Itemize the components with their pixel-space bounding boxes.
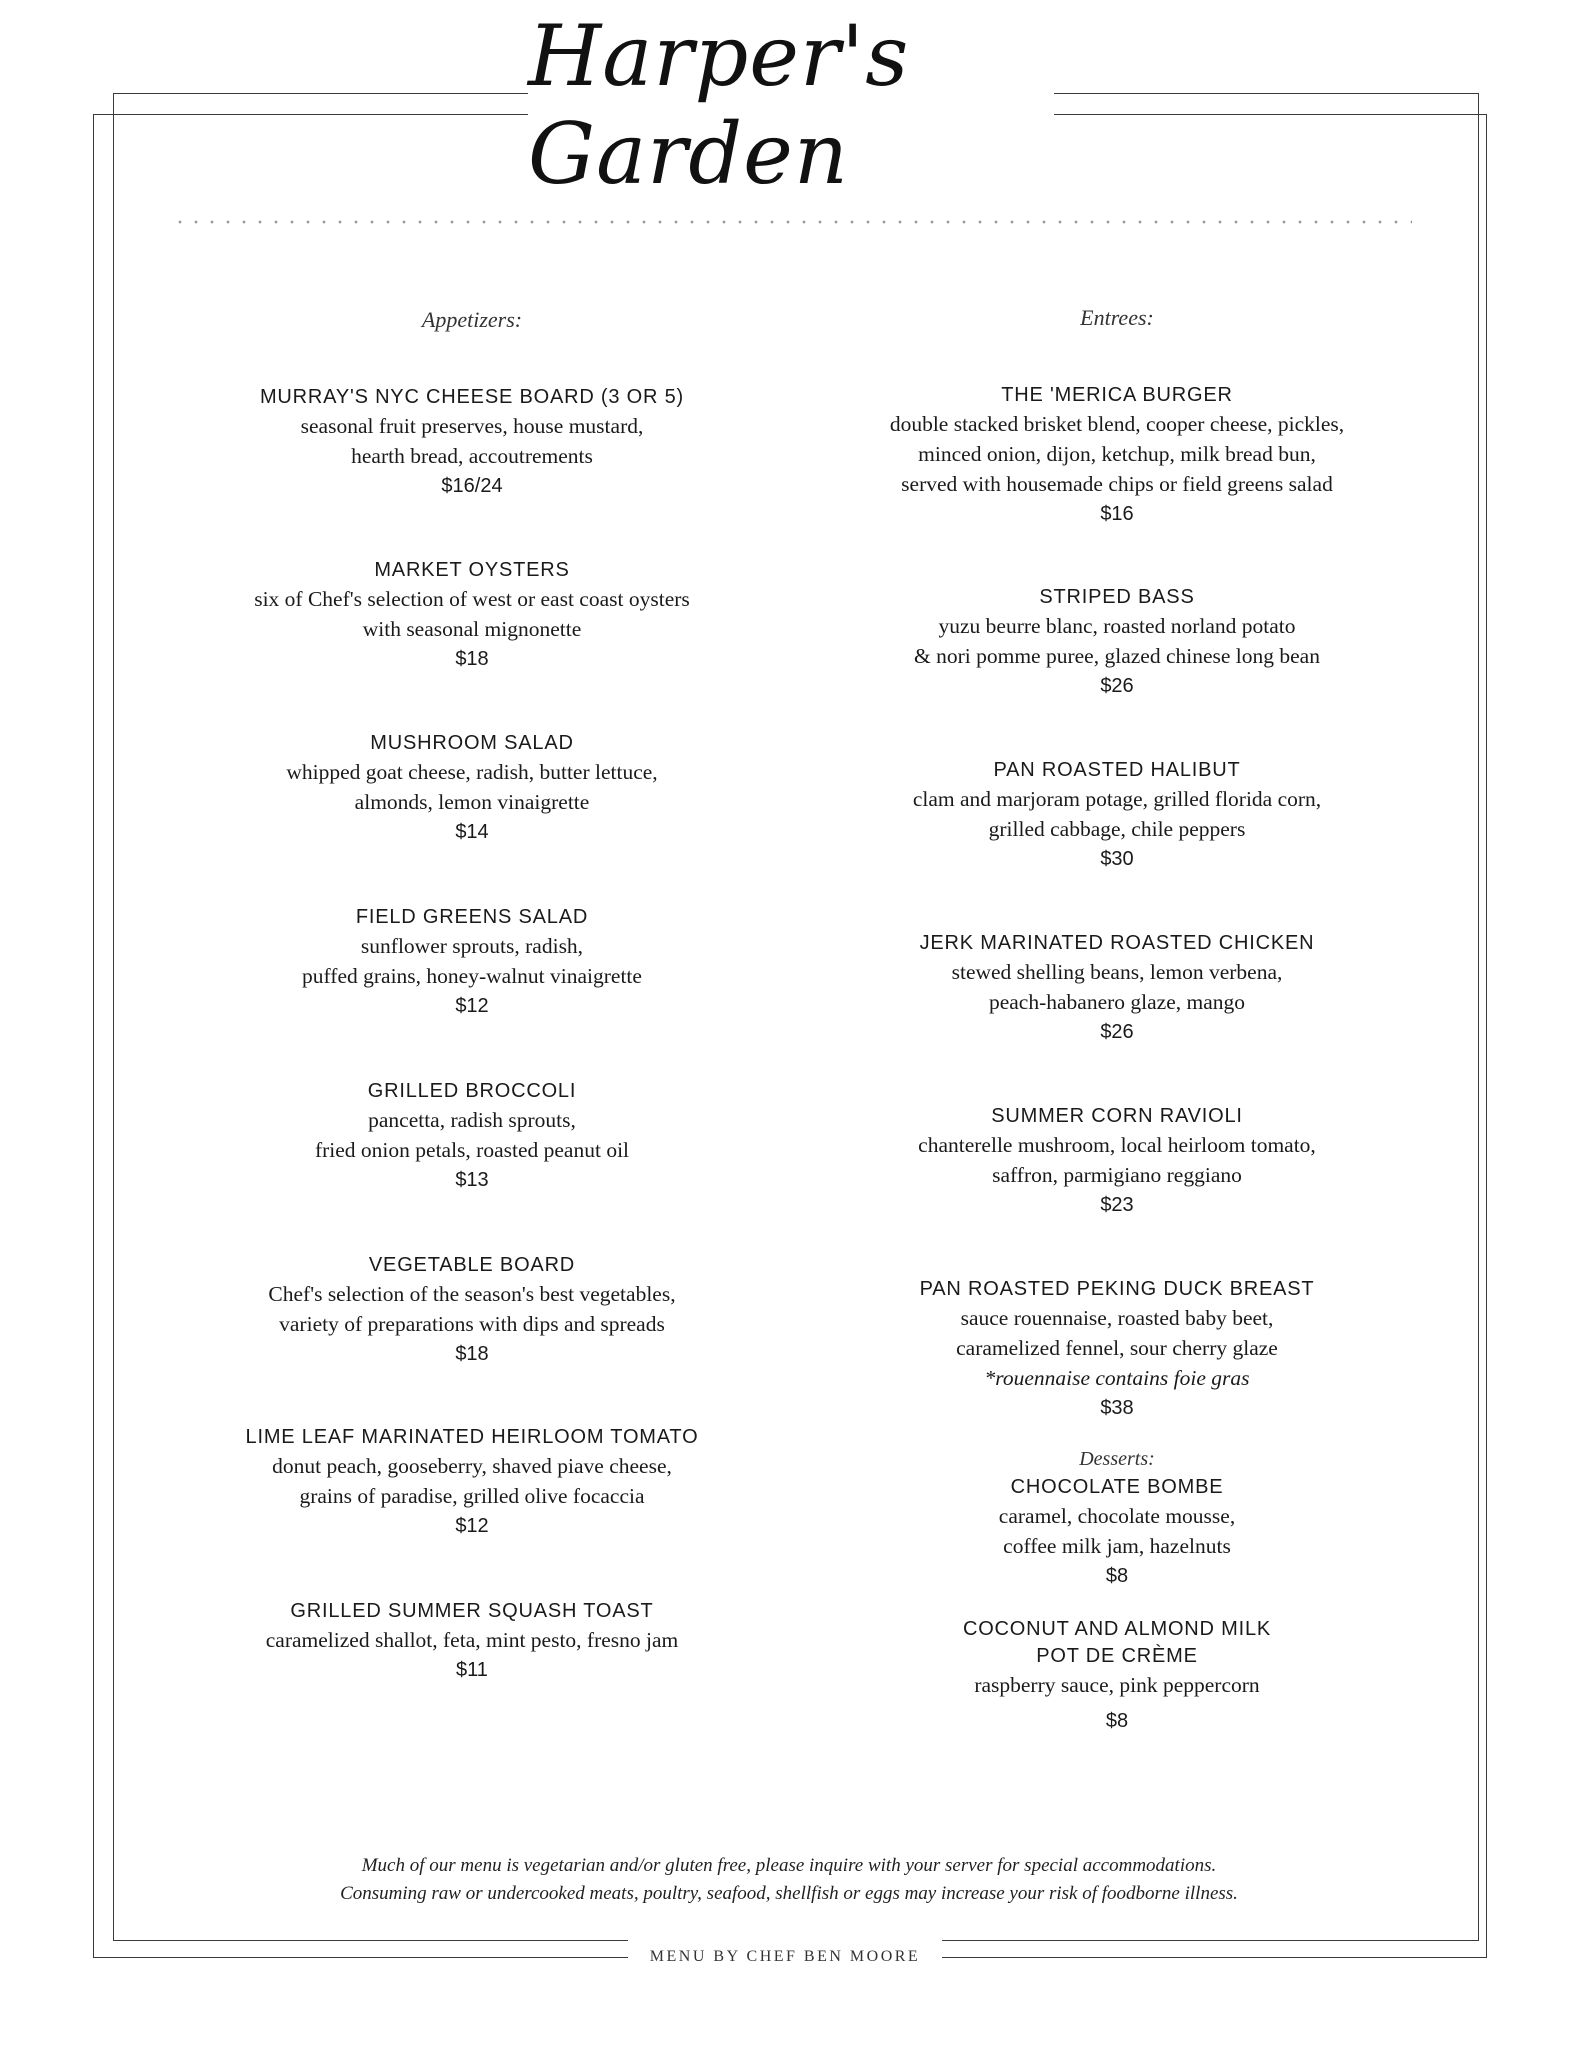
item-description: almonds, lemon vinaigrette (354, 790, 590, 814)
item-note: *rouennaise contains foie gras (984, 1366, 1250, 1390)
item-description: sauce rouennaise, roasted baby beet, (960, 1306, 1274, 1330)
dietary-notice-line: Consuming raw or undercooked meats, poultry, seafood, shellfish or eggs may increase your risk of foodborne illness. (340, 1883, 1238, 1904)
item-price: $23 (1100, 1194, 1134, 1216)
item-price: $12 (455, 1515, 489, 1537)
item-name: LIME LEAF MARINATED HEIRLOOM TOMATO (245, 1426, 699, 1448)
item-price: $8 (1105, 1710, 1129, 1732)
item-price: $30 (1100, 848, 1134, 870)
item-name: MURRAY'S NYC CHEESE BOARD (3 OR 5) (259, 386, 685, 408)
item-description: Chef's selection of the season's best vegetables, (268, 1282, 676, 1306)
item-price: $11 (456, 1659, 488, 1681)
menu-item (152, 557, 792, 674)
item-name: THE 'MERICA BURGER (1001, 384, 1233, 406)
item-description: puffed grains, honey-walnut vinaigrette (302, 964, 642, 988)
item-description: double stacked brisket blend, cooper cheese, pickles, (889, 412, 1345, 436)
item-description: peach-habanero glaze, mango (988, 990, 1246, 1014)
item-name: GRILLED SUMMER SQUASH TOAST (290, 1600, 654, 1622)
item-name: PAN ROASTED HALIBUT (993, 759, 1241, 781)
item-price: $16 (1100, 503, 1134, 525)
item-name: CHOCOLATE BOMBE (1010, 1476, 1224, 1498)
item-description: & nori pomme puree, glazed chinese long bean (914, 644, 1320, 668)
entrees-heading: Entrees: (1080, 305, 1154, 330)
appetizers-heading: Appetizers: (421, 307, 523, 332)
item-price: $13 (455, 1169, 489, 1191)
item-description: six of Chef's selection of west or east coast oysters (254, 587, 690, 611)
item-description: hearth bread, accoutrements (351, 444, 593, 468)
menu-item (152, 1078, 792, 1195)
item-description: minced onion, dijon, ketchup, milk bread bun, (918, 442, 1316, 466)
item-description: chanterelle mushroom, local heirloom tomato, (918, 1133, 1316, 1157)
menu-item (152, 904, 792, 1021)
item-description: caramelized fennel, sour cherry glaze (956, 1336, 1278, 1360)
item-price: $18 (455, 648, 489, 670)
item-price: $26 (1100, 675, 1134, 697)
item-name: MUSHROOM SALAD (370, 732, 574, 754)
item-price: $12 (455, 995, 489, 1017)
menu-item (797, 757, 1437, 874)
desserts-heading: Desserts: (1079, 1448, 1155, 1470)
item-description: pancetta, radish sprouts, (368, 1108, 576, 1132)
item-name: POT DE CRÈME (1036, 1645, 1198, 1667)
item-name: JERK MARINATED ROASTED CHICKEN (919, 932, 1315, 954)
item-description: clam and marjoram potage, grilled florida corn, (912, 787, 1322, 811)
item-description: donut peach, gooseberry, shaved piave cheese, (272, 1454, 672, 1478)
item-price: $16/24 (441, 475, 503, 497)
menu-item (797, 584, 1437, 701)
item-name: SUMMER CORN RAVIOLI (991, 1105, 1243, 1127)
item-description: grains of paradise, grilled olive focaccia (299, 1484, 645, 1508)
dietary-notice (93, 1852, 1485, 1908)
item-description: fried onion petals, roasted peanut oil (314, 1138, 630, 1162)
item-description: stewed shelling beans, lemon verbena, (951, 960, 1283, 984)
item-description: coffee milk jam, hazelnuts (1003, 1534, 1231, 1558)
item-description: caramelized shallot, feta, mint pesto, fresno jam (265, 1628, 679, 1652)
dietary-notice-line: Much of our menu is vegetarian and/or gluten free, please inquire with your server for special accommodations. (361, 1855, 1217, 1876)
item-description: variety of preparations with dips and spreads (279, 1312, 665, 1336)
item-name: PAN ROASTED PEKING DUCK BREAST (919, 1278, 1315, 1300)
item-description: sunflower sprouts, radish, (360, 934, 584, 958)
item-name: VEGETABLE BOARD (368, 1254, 576, 1276)
item-price: $18 (455, 1343, 489, 1365)
item-description: seasonal fruit preserves, house mustard, (300, 414, 644, 438)
item-description: whipped goat cheese, radish, butter lettuce, (286, 760, 658, 784)
menu-item (797, 382, 1437, 529)
item-description: served with housemade chips or field greens salad (901, 472, 1333, 496)
menu-item (152, 730, 792, 847)
menu-item (797, 1276, 1437, 1423)
item-description: saffron, parmigiano reggiano (992, 1163, 1242, 1187)
chef-credit: MENU BY CHEF BEN MOORE (649, 1948, 921, 1965)
menu-item (797, 1474, 1437, 1591)
item-description: raspberry sauce, pink peppercorn (974, 1673, 1260, 1697)
item-name: MARKET OYSTERS (374, 559, 570, 581)
dotted-divider (172, 220, 1412, 224)
menu-item (152, 384, 792, 501)
item-description: grilled cabbage, chile peppers (988, 817, 1246, 841)
item-price: $14 (455, 821, 489, 843)
menu-item (152, 1424, 792, 1541)
restaurant-logo: Harper's Garden (528, 7, 910, 203)
menu-item (797, 1103, 1437, 1220)
item-price: $8 (1105, 1565, 1129, 1587)
item-price: $38 (1100, 1397, 1134, 1419)
item-description: with seasonal mignonette (362, 617, 582, 641)
item-price: $26 (1100, 1021, 1134, 1043)
menu-item (797, 930, 1437, 1047)
item-name: COCONUT AND ALMOND MILK (962, 1618, 1272, 1640)
item-description: yuzu beurre blanc, roasted norland potato (938, 614, 1296, 638)
menu-item (152, 1598, 792, 1685)
menu-item (152, 1252, 792, 1369)
item-name: STRIPED BASS (1039, 586, 1195, 608)
item-name: FIELD GREENS SALAD (355, 906, 589, 928)
item-description: caramel, chocolate mousse, (998, 1504, 1236, 1528)
menu-item (797, 1616, 1437, 1736)
item-name: GRILLED BROCCOLI (367, 1080, 577, 1102)
